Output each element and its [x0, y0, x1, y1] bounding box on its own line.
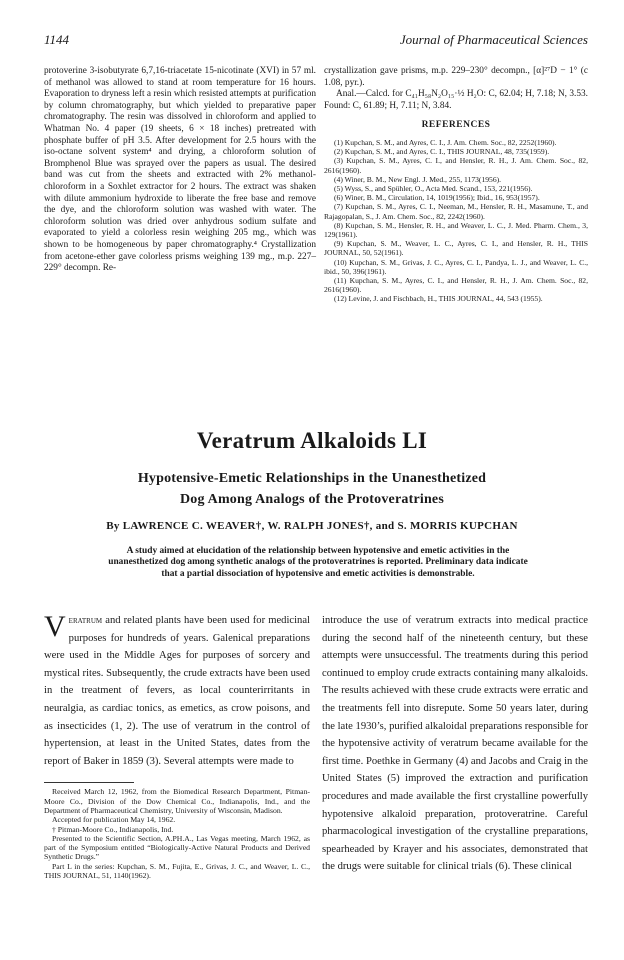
- article-abstract: [100, 546, 536, 580]
- analysis-text: Anal.—Calcd. for C₄₁H₅₈N₂O₁₅·½ H₂O: C, 62.04; H, 7.18; N, 3.53. Found: C, 61.89; H, 7.11; N, 3.84.: [324, 89, 588, 111]
- article-title: Veratrum Alkaloids LI: [196, 428, 428, 453]
- intro-text: and related plants have been used for medicinal purposes for hundreds of years. Galenical preparations were used in the Middle Ages for purposes of sorcery and mystical rites. Subsequently, the crude extracts have been used in the treatment of fevers, as local counterirritants in neuralgia, as cardiac tonics, as emetics, as crow poisons, and as insecticides (1, 2). The use of veratrum in the control of hypertension, at least in the United States, dates from the report of Baker in 1859 (3). Several attempts were made to: [44, 615, 310, 767]
- body-right-paragraph: introduce the use of veratrum extracts into medical practice during the second half of the nineteenth century, but these attempts were unsuccessful. The treatments during this period continued to employ crude extracts containing many alkaloids. The results achieved with these crude extracts were erratic and the treatments fell into disrepute. Some 50 years later, during the late 1930’s, purified alkaloidal preparations responsible for the hypotensive activity of veratrum became available for the first time. Poethke in Germany (4) and Jacobs and Craig in the United States (5) improved the extraction and purification procedures and made available the first crystalline powerfully hypotensive alkaloid preparation, protoveratrine. Careful pharmacological investigation of the crystalline preparations, spearheaded by Krayer and his associates, demonstrated that the drugs were suitable for clinical trials (6). These clinical: [322, 615, 588, 873]
- reference-item: (9) Kupchan, S. M., Weaver, L. C., Ayres, C. I., and Hensler, R. H., THIS JOURNAL, 50, 52(1961).: [324, 239, 588, 258]
- references-list: [324, 138, 588, 304]
- article-authors: By LAWRENCE C. WEAVER†, W. RALPH JONES†, and S. MORRIS KUPCHAN: [106, 520, 518, 532]
- page-header: [44, 32, 588, 50]
- experimental-paragraph: protoverine 3-isobutyrate 6,7,16-triacetate 15-nicotinate (XVI) in 57 ml. of methanol was allowed to stand at room temperature for 16 hours. Evaporation to dryness left a resin which resisted attempts at purification by column chromatography, but which yielded to preparative paper chromatography. The resin was dissolved in chloroform and applied to Whatman No. 4 paper (19 sheets, 6 × 18 inches) pretreated with phosphate buffer of pH 3.5. After development for 2.5 hours with the iso-octane solvent system⁴ and drying, a chloroform solution of Bromphenol Blue was sprayed over the papers as usual. The desired band was cut from the sheets and extracted with 2% methanol-chloroform in a Soxhlet extractor for 2 hours. The extract was shaken with dilute ammonium hydroxide to liberate the free base and remove the dye, and the chloroform solution was washed with water. The chloroform solution was dried over anhydrous sodium sulfate and evaporated to yield a colorless resin weighing 205 mg., which was shown to be homogeneous by paper chromatography.⁴ Crystallization from acetone-ether gave colorless prisms weighing 139 mg., m.p. 227–229° decompn. Re-: [44, 66, 316, 274]
- footnote-item: Presented to the Scientific Section, A.PH.A., Las Vegas meeting, March 1962, as part of the Symposium entitled “Biologically-Active Natural Products and Derived Synthetic Drugs.”: [44, 833, 310, 862]
- reference-item: (4) Winer, B. M., New Engl. J. Med., 255, 1173(1956).: [334, 174, 502, 184]
- journal-name: Journal of Pharmaceutical Sciences: [399, 32, 588, 47]
- abstract-text: A study aimed at elucidation of the relationship between hypotensive and emetic activities in the unanesthetized dog among synthetic analogs of the protoveratrines is reported. Preliminary data indicate that a partial dissociation of hypotensive and emetic activities is demonstrable.: [108, 546, 528, 579]
- reference-item: (8) Kupchan, S. M., Hensler, R. H., and Weaver, L. C., J. Med. Pharm. Chem., 3, 129(1961).: [324, 220, 588, 239]
- reference-item: (6) Winer, B. M., Circulation, 14, 1019(1956); Ibid., 16, 953(1957).: [334, 193, 540, 203]
- footnote-item: † Pitman-Moore Co., Indianapolis, Ind.: [52, 824, 174, 834]
- article-subtitle-line2: Dog Among Analogs of the Protoveratrines: [180, 492, 444, 507]
- footnote-divider: [44, 782, 134, 783]
- footnotes: [44, 787, 310, 880]
- intro-lead-word: eratrum: [68, 615, 103, 626]
- reference-item: (10) Kupchan, S. M., Grivas, J. C., Ayres, C. I., Pandya, L. J., and Weaver, L. C., ibid., 50, 396(1961).: [324, 257, 588, 276]
- footnote-item: Part L in the series: Kupchan, S. M., Fujita, E., Grivas, J. C., and Weaver, L. C., THIS JOURNAL, 51, 1140(1962).: [44, 861, 310, 881]
- page-number: 1144: [44, 32, 70, 47]
- reference-item: (3) Kupchan, S. M., Ayres, C. I., and Hensler, R. H., J. Am. Chem. Soc., 82, 2616(1960).: [324, 156, 588, 175]
- article-subtitle-line1: Hypotensive-Emetic Relationships in the Unanesthetized: [137, 471, 487, 486]
- recrystallization-text: crystallization gave prisms, m.p. 229–230° decompn., [α]²⁷D − 1° (c 1.08, pyr.).: [324, 66, 588, 88]
- reference-item: (2) Kupchan, S. M., and Ayres, C. I., THIS JOURNAL, 48, 735(1959).: [334, 147, 550, 157]
- intro-paragraph: [44, 612, 310, 770]
- footnote-item: Received March 12, 1962, from the Biomedical Research Department, Pitman-Moore Co., Division of the Dow Chemical Co., Indianapolis, Ind., and the Department of Pharmaceutical Chemistry, University of Wisconsin, Madison.: [44, 787, 310, 815]
- previous-article-text: [44, 66, 316, 275]
- body-right-column: [322, 612, 588, 876]
- references-heading: REFERENCES: [421, 120, 491, 131]
- previous-article-right-column: [324, 66, 588, 304]
- reference-item: (12) Levine, J. and Fischbach, H., THIS JOURNAL, 44, 543 (1955).: [334, 294, 543, 304]
- reference-item: (11) Kupchan, S. M., Ayres, C. I., and Hensler, R. H., J. Am. Chem. Soc., 82, 2616(1960).: [324, 276, 588, 295]
- drop-cap: V: [44, 610, 66, 643]
- reference-item: (1) Kupchan, S. M., and Ayres, C. I., J. Am. Chem. Soc., 82, 2252(1960).: [334, 137, 557, 147]
- reference-item: (5) Wyss, S., and Spühler, O., Acta Med. Scand., 153, 221(1956).: [334, 183, 533, 193]
- reference-item: (7) Kupchan, S. M., Ayres, C. I., Neeman, M., Hensler, R. H., Masamune, T., and Rajagopalan, S., J. Am. Chem. Soc., 82, 2242(1960).: [324, 202, 588, 221]
- footnote-item: Accepted for publication May 14, 1962.: [52, 815, 176, 825]
- body-left-column: [44, 612, 310, 880]
